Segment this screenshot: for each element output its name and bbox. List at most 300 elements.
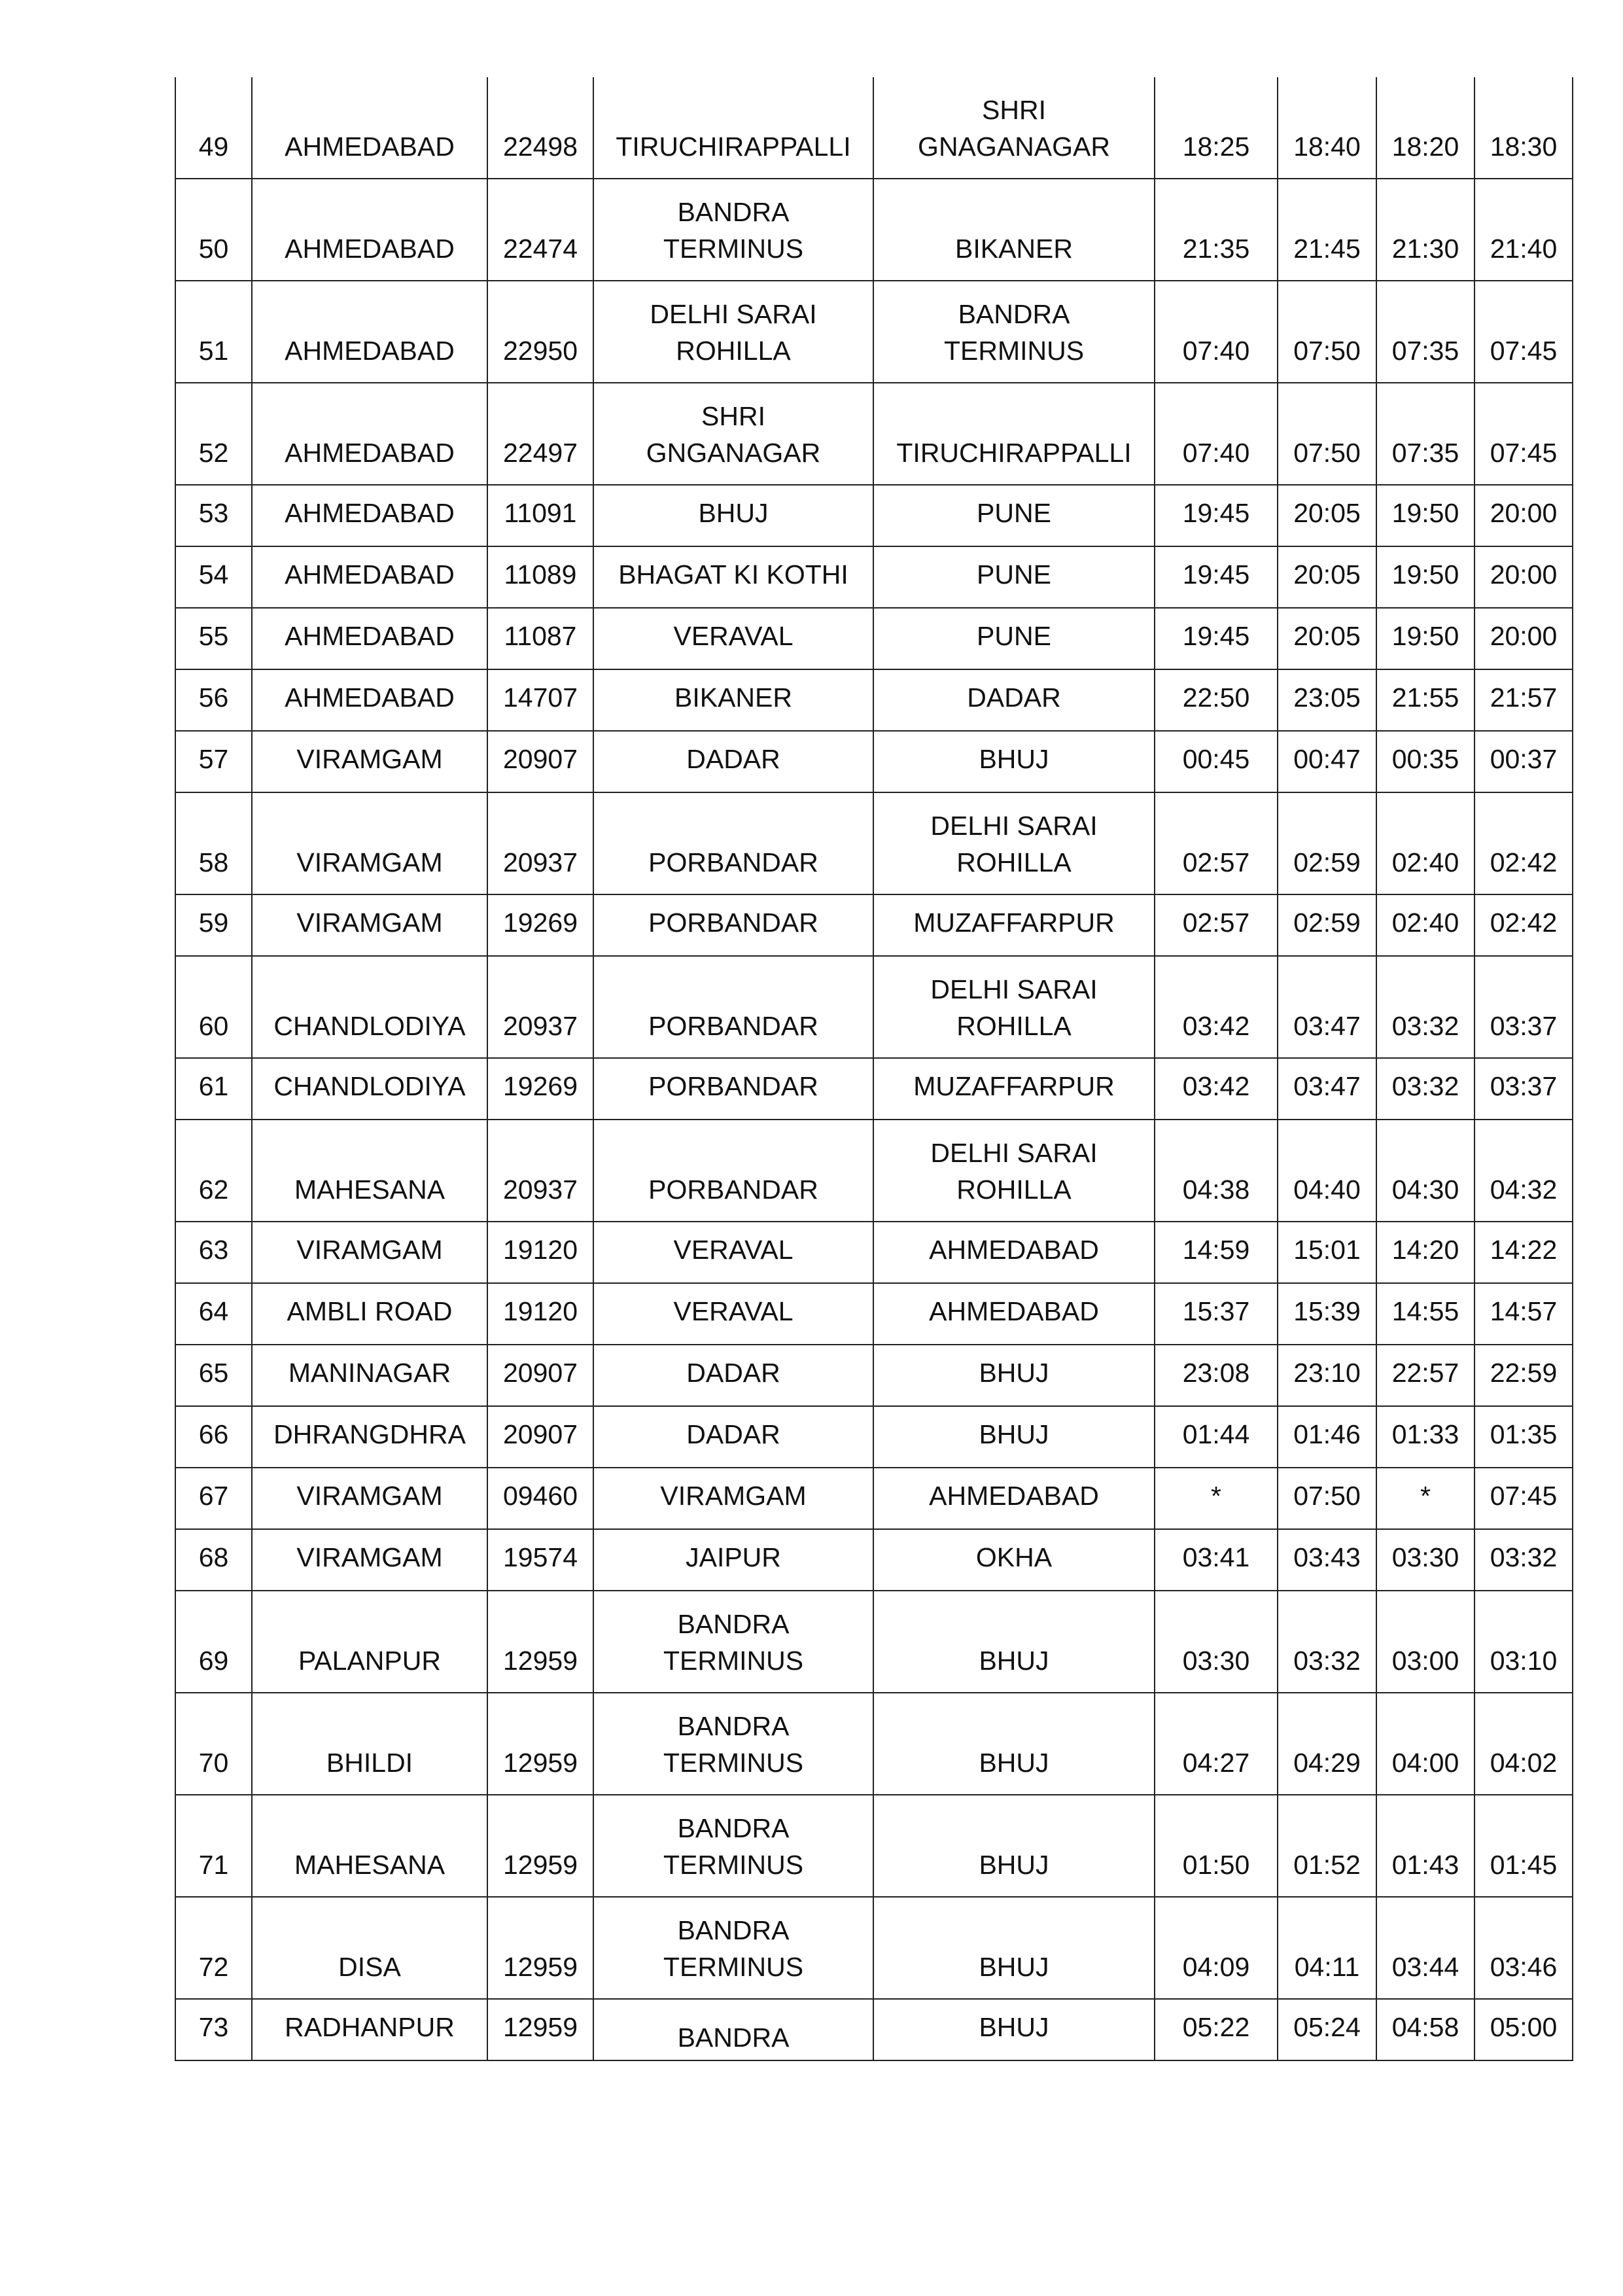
arrival-time-cell: 19:45 xyxy=(1155,608,1278,669)
origin-cell xyxy=(593,1999,873,2060)
cell-text-line: DADAR xyxy=(967,682,1061,713)
origin-cell xyxy=(593,1897,873,1999)
cell-text-line: VIRAMGAM xyxy=(660,1481,807,1511)
station-cell: AHMEDABAD xyxy=(252,383,487,485)
arrival-time-cell: 03:42 xyxy=(1155,1058,1278,1120)
departure-time-cell: 03:47 xyxy=(1278,1058,1376,1120)
arrival-time-cell: 22:50 xyxy=(1155,669,1278,731)
revised-departure-cell: 07:45 xyxy=(1475,1468,1573,1529)
serial-number-cell: 51 xyxy=(175,281,252,383)
station-cell: DISA xyxy=(252,1897,487,1999)
table-row xyxy=(175,731,1573,792)
arrival-time-cell: 03:42 xyxy=(1155,956,1278,1058)
serial-number-cell: 72 xyxy=(175,1897,252,1999)
train-number-cell: 20907 xyxy=(487,731,593,792)
revised-arrival-cell: 04:58 xyxy=(1376,1999,1475,2060)
cell-text-line: SHRI xyxy=(982,95,1046,125)
train-number-cell: 12959 xyxy=(487,1999,593,2060)
revised-arrival-cell: 03:44 xyxy=(1376,1897,1475,1999)
origin-cell xyxy=(593,1591,873,1693)
origin-cell xyxy=(593,669,873,731)
destination-cell xyxy=(873,731,1155,792)
arrival-time-cell: 19:45 xyxy=(1155,546,1278,608)
revised-departure-cell: 21:40 xyxy=(1475,179,1573,281)
origin-cell xyxy=(593,1120,873,1222)
arrival-time-cell: 05:22 xyxy=(1155,1999,1278,2060)
serial-number-cell: 53 xyxy=(175,485,252,546)
arrival-time-cell: 04:38 xyxy=(1155,1120,1278,1222)
serial-number-cell: 70 xyxy=(175,1693,252,1795)
table-row xyxy=(175,1058,1573,1120)
revised-arrival-cell: 21:55 xyxy=(1376,669,1475,731)
revised-departure-cell: 14:22 xyxy=(1475,1222,1573,1283)
revised-departure-cell: 04:02 xyxy=(1475,1693,1573,1795)
destination-cell xyxy=(873,669,1155,731)
cell-text-line: OKHA xyxy=(975,1542,1053,1572)
destination-cell xyxy=(873,1795,1155,1897)
origin-cell xyxy=(593,1222,873,1283)
serial-number-cell: 69 xyxy=(175,1591,252,1693)
cell-text-line: TERMINUS xyxy=(663,234,804,264)
arrival-time-cell: 02:57 xyxy=(1155,792,1278,894)
revised-departure-cell: 20:00 xyxy=(1475,485,1573,546)
revised-arrival-cell: 07:35 xyxy=(1376,281,1475,383)
cell-text-line: GNGANAGAR xyxy=(646,438,821,468)
origin-cell xyxy=(593,956,873,1058)
revised-departure-cell: 05:00 xyxy=(1475,1999,1573,2060)
train-number-cell: 19120 xyxy=(487,1283,593,1345)
revised-departure-cell: 07:45 xyxy=(1475,281,1573,383)
table-row xyxy=(175,1591,1573,1693)
table-row xyxy=(175,77,1573,179)
destination-cell xyxy=(873,894,1155,956)
revised-departure-cell: 22:59 xyxy=(1475,1345,1573,1406)
cell-text-line: PORBANDAR xyxy=(648,847,818,877)
cell-text-line: PUNE xyxy=(977,621,1051,651)
revised-arrival-cell: 03:30 xyxy=(1376,1529,1475,1591)
cell-text-line: DADAR xyxy=(686,1419,780,1449)
table-row xyxy=(175,1795,1573,1897)
serial-number-cell: 52 xyxy=(175,383,252,485)
serial-number-cell: 63 xyxy=(175,1222,252,1283)
train-number-cell: 19269 xyxy=(487,1058,593,1120)
station-cell: DHRANGDHRA xyxy=(252,1406,487,1468)
train-number-cell: 19574 xyxy=(487,1529,593,1591)
revised-departure-cell: 02:42 xyxy=(1475,894,1573,956)
station-cell: AHMEDABAD xyxy=(252,485,487,546)
origin-cell xyxy=(593,1283,873,1345)
serial-number-cell: 58 xyxy=(175,792,252,894)
cell-text-line: PORBANDAR xyxy=(648,1011,818,1041)
revised-departure-cell: 20:00 xyxy=(1475,546,1573,608)
origin-cell xyxy=(593,546,873,608)
cell-text-line: BHUJ xyxy=(698,498,769,528)
cell-text-line: MUZAFFARPUR xyxy=(913,908,1115,938)
arrival-time-cell: 23:08 xyxy=(1155,1345,1278,1406)
origin-cell xyxy=(593,179,873,281)
train-number-cell: 11091 xyxy=(487,485,593,546)
train-number-cell: 20907 xyxy=(487,1345,593,1406)
station-cell: AHMEDABAD xyxy=(252,669,487,731)
cell-text-line: MUZAFFARPUR xyxy=(913,1071,1115,1101)
revised-arrival-cell: 14:20 xyxy=(1376,1222,1475,1283)
serial-number-cell: 65 xyxy=(175,1345,252,1406)
arrival-time-cell: 01:50 xyxy=(1155,1795,1278,1897)
serial-number-cell: 57 xyxy=(175,731,252,792)
cell-text-line: VERAVAL xyxy=(673,1296,794,1326)
cell-text-line: PUNE xyxy=(977,559,1051,590)
revised-arrival-cell: 00:35 xyxy=(1376,731,1475,792)
train-number-cell: 12959 xyxy=(487,1591,593,1693)
departure-time-cell: 21:45 xyxy=(1278,179,1376,281)
cell-text-line: TIRUCHIRAPPALLI xyxy=(616,132,851,162)
cell-text-line: VERAVAL xyxy=(673,1235,794,1265)
revised-arrival-cell: 03:00 xyxy=(1376,1591,1475,1693)
table-row xyxy=(175,546,1573,608)
departure-time-cell: 20:05 xyxy=(1278,485,1376,546)
cell-text-line: TERMINUS xyxy=(943,336,1085,366)
station-cell: AHMEDABAD xyxy=(252,546,487,608)
origin-cell xyxy=(593,281,873,383)
table-row xyxy=(175,669,1573,731)
destination-cell xyxy=(873,1283,1155,1345)
departure-time-cell: 02:59 xyxy=(1278,792,1376,894)
cell-text-line: BHUJ xyxy=(979,1419,1049,1449)
serial-number-cell: 73 xyxy=(175,1999,252,2060)
cell-text-line: TIRUCHIRAPPALLI xyxy=(896,438,1132,468)
arrival-time-cell: 19:45 xyxy=(1155,485,1278,546)
cell-text-line: BIKANER xyxy=(674,682,792,713)
arrival-time-cell: 14:59 xyxy=(1155,1222,1278,1283)
origin-cell xyxy=(593,1345,873,1406)
station-cell: VIRAMGAM xyxy=(252,1529,487,1591)
table-row xyxy=(175,1345,1573,1406)
cell-text-line: PUNE xyxy=(977,498,1051,528)
station-cell: VIRAMGAM xyxy=(252,894,487,956)
revised-departure-cell: 02:42 xyxy=(1475,792,1573,894)
train-number-cell: 11089 xyxy=(487,546,593,608)
departure-time-cell: 02:59 xyxy=(1278,894,1376,956)
arrival-time-cell: 04:09 xyxy=(1155,1897,1278,1999)
departure-time-cell: 20:05 xyxy=(1278,546,1376,608)
departure-time-cell: 18:40 xyxy=(1278,77,1376,179)
cell-text-line: TERMINUS xyxy=(663,1952,804,1982)
cell-text-line: AHMEDABAD xyxy=(929,1481,1099,1511)
cell-text-line: BHUJ xyxy=(979,1952,1049,1982)
revised-arrival-cell: 19:50 xyxy=(1376,485,1475,546)
cell-text-line: DELHI SARAI xyxy=(650,299,817,329)
revised-arrival-cell: 02:40 xyxy=(1376,792,1475,894)
revised-departure-cell: 21:57 xyxy=(1475,669,1573,731)
revised-arrival-cell: 21:30 xyxy=(1376,179,1475,281)
station-cell: VIRAMGAM xyxy=(252,1468,487,1529)
cell-text-line: DADAR xyxy=(686,1358,780,1388)
arrival-time-cell: * xyxy=(1155,1468,1278,1529)
origin-cell xyxy=(593,1406,873,1468)
departure-time-cell: 04:29 xyxy=(1278,1693,1376,1795)
revised-departure-cell: 03:37 xyxy=(1475,956,1573,1058)
revised-arrival-cell: 04:00 xyxy=(1376,1693,1475,1795)
revised-arrival-cell: * xyxy=(1376,1468,1475,1529)
arrival-time-cell: 18:25 xyxy=(1155,77,1278,179)
destination-cell xyxy=(873,1591,1155,1693)
revised-arrival-cell: 22:57 xyxy=(1376,1345,1475,1406)
origin-cell xyxy=(593,383,873,485)
table-row xyxy=(175,1693,1573,1795)
serial-number-cell: 56 xyxy=(175,669,252,731)
serial-number-cell: 60 xyxy=(175,956,252,1058)
serial-number-cell: 61 xyxy=(175,1058,252,1120)
origin-cell xyxy=(593,608,873,669)
cell-text-line: PORBANDAR xyxy=(648,1071,818,1101)
cell-text-line: BHUJ xyxy=(979,1748,1049,1778)
table-row xyxy=(175,1222,1573,1283)
table-row xyxy=(175,608,1573,669)
table-row xyxy=(175,894,1573,956)
revised-arrival-cell: 14:55 xyxy=(1376,1283,1475,1345)
train-number-cell: 12959 xyxy=(487,1693,593,1795)
cell-text-line: PORBANDAR xyxy=(648,1174,818,1205)
serial-number-cell: 66 xyxy=(175,1406,252,1468)
cell-text-line: DELHI SARAI xyxy=(930,1138,1098,1168)
cell-text-line: BIKANER xyxy=(955,234,1073,264)
revised-departure-cell: 20:00 xyxy=(1475,608,1573,669)
revised-arrival-cell: 02:40 xyxy=(1376,894,1475,956)
arrival-time-cell: 04:27 xyxy=(1155,1693,1278,1795)
table-row xyxy=(175,1406,1573,1468)
cell-text-line: BANDRA xyxy=(677,1609,790,1639)
origin-cell xyxy=(593,1795,873,1897)
cell-text-line: GNAGANAGAR xyxy=(918,132,1110,162)
station-cell: CHANDLODIYA xyxy=(252,956,487,1058)
train-timetable xyxy=(175,77,1573,2061)
cell-text-line: BANDRA xyxy=(677,1915,790,1945)
arrival-time-cell: 00:45 xyxy=(1155,731,1278,792)
train-number-cell: 22950 xyxy=(487,281,593,383)
cell-text-line: AHMEDABAD xyxy=(929,1235,1099,1265)
cell-text-line: SHRI xyxy=(701,401,765,431)
departure-time-cell: 03:32 xyxy=(1278,1591,1376,1693)
cell-text-line: DELHI SARAI xyxy=(930,974,1098,1004)
table-row xyxy=(175,1283,1573,1345)
serial-number-cell: 54 xyxy=(175,546,252,608)
cell-text-line: BHUJ xyxy=(979,1646,1049,1676)
revised-arrival-cell: 01:43 xyxy=(1376,1795,1475,1897)
departure-time-cell: 00:47 xyxy=(1278,731,1376,792)
departure-time-cell: 23:05 xyxy=(1278,669,1376,731)
departure-time-cell: 07:50 xyxy=(1278,1468,1376,1529)
revised-departure-cell: 01:45 xyxy=(1475,1795,1573,1897)
table-row xyxy=(175,1468,1573,1529)
arrival-time-cell: 07:40 xyxy=(1155,383,1278,485)
destination-cell xyxy=(873,1897,1155,1999)
destination-cell xyxy=(873,281,1155,383)
arrival-time-cell: 01:44 xyxy=(1155,1406,1278,1468)
origin-cell xyxy=(593,485,873,546)
revised-arrival-cell: 03:32 xyxy=(1376,956,1475,1058)
table-row xyxy=(175,383,1573,485)
departure-time-cell: 04:11 xyxy=(1278,1897,1376,1999)
origin-cell xyxy=(593,731,873,792)
revised-departure-cell: 14:57 xyxy=(1475,1283,1573,1345)
station-cell: VIRAMGAM xyxy=(252,792,487,894)
destination-cell xyxy=(873,1222,1155,1283)
cell-text-line: BANDRA xyxy=(677,2022,790,2053)
train-number-cell: 12959 xyxy=(487,1795,593,1897)
train-number-cell: 09460 xyxy=(487,1468,593,1529)
destination-cell xyxy=(873,1693,1155,1795)
station-cell: AHMEDABAD xyxy=(252,281,487,383)
departure-time-cell: 07:50 xyxy=(1278,281,1376,383)
revised-departure-cell: 03:37 xyxy=(1475,1058,1573,1120)
origin-cell xyxy=(593,1693,873,1795)
station-cell: MANINAGAR xyxy=(252,1345,487,1406)
departure-time-cell: 20:05 xyxy=(1278,608,1376,669)
cell-text-line: BHUJ xyxy=(979,1358,1049,1388)
station-cell: RADHANPUR xyxy=(252,1999,487,2060)
cell-text-line: JAIPUR xyxy=(686,1542,781,1572)
cell-text-line: ROHILLA xyxy=(956,1011,1072,1041)
train-number-cell: 22498 xyxy=(487,77,593,179)
train-number-cell: 11087 xyxy=(487,608,593,669)
table-row xyxy=(175,1529,1573,1591)
station-cell: VIRAMGAM xyxy=(252,731,487,792)
cell-text-line: TERMINUS xyxy=(663,1850,804,1880)
cell-text-line: TERMINUS xyxy=(663,1748,804,1778)
train-number-cell: 20937 xyxy=(487,792,593,894)
train-number-cell: 20937 xyxy=(487,956,593,1058)
train-number-cell: 20937 xyxy=(487,1120,593,1222)
origin-cell xyxy=(593,1058,873,1120)
origin-cell xyxy=(593,1468,873,1529)
train-number-cell: 14707 xyxy=(487,669,593,731)
cell-text-line: ROHILLA xyxy=(956,1174,1072,1205)
station-cell: AHMEDABAD xyxy=(252,608,487,669)
serial-number-cell: 59 xyxy=(175,894,252,956)
serial-number-cell: 68 xyxy=(175,1529,252,1591)
cell-text-line: BHUJ xyxy=(979,1850,1049,1880)
revised-arrival-cell: 04:30 xyxy=(1376,1120,1475,1222)
departure-time-cell: 15:39 xyxy=(1278,1283,1376,1345)
serial-number-cell: 71 xyxy=(175,1795,252,1897)
departure-time-cell: 04:40 xyxy=(1278,1120,1376,1222)
departure-time-cell: 03:47 xyxy=(1278,956,1376,1058)
table-row xyxy=(175,179,1573,281)
arrival-time-cell: 21:35 xyxy=(1155,179,1278,281)
revised-arrival-cell: 03:32 xyxy=(1376,1058,1475,1120)
train-number-cell: 22497 xyxy=(487,383,593,485)
serial-number-cell: 62 xyxy=(175,1120,252,1222)
serial-number-cell: 64 xyxy=(175,1283,252,1345)
table-row xyxy=(175,485,1573,546)
revised-arrival-cell: 19:50 xyxy=(1376,546,1475,608)
departure-time-cell: 01:52 xyxy=(1278,1795,1376,1897)
station-cell: PALANPUR xyxy=(252,1591,487,1693)
table-row xyxy=(175,956,1573,1058)
destination-cell xyxy=(873,1406,1155,1468)
revised-departure-cell: 01:35 xyxy=(1475,1406,1573,1468)
revised-arrival-cell: 07:35 xyxy=(1376,383,1475,485)
destination-cell xyxy=(873,77,1155,179)
serial-number-cell: 50 xyxy=(175,179,252,281)
table-row xyxy=(175,281,1573,383)
destination-cell xyxy=(873,1529,1155,1591)
destination-cell xyxy=(873,546,1155,608)
station-cell: AHMEDABAD xyxy=(252,179,487,281)
revised-departure-cell: 03:32 xyxy=(1475,1529,1573,1591)
train-number-cell: 19120 xyxy=(487,1222,593,1283)
cell-text-line: TERMINUS xyxy=(663,1646,804,1676)
destination-cell xyxy=(873,179,1155,281)
serial-number-cell: 49 xyxy=(175,77,252,179)
train-number-cell: 20907 xyxy=(487,1406,593,1468)
station-cell: CHANDLODIYA xyxy=(252,1058,487,1120)
table-row xyxy=(175,1897,1573,1999)
revised-arrival-cell: 18:20 xyxy=(1376,77,1475,179)
train-number-cell: 19269 xyxy=(487,894,593,956)
destination-cell xyxy=(873,1468,1155,1529)
cell-text-line: BANDRA xyxy=(677,1711,790,1741)
destination-cell xyxy=(873,956,1155,1058)
station-cell: BHILDI xyxy=(252,1693,487,1795)
serial-number-cell: 67 xyxy=(175,1468,252,1529)
table-row xyxy=(175,792,1573,894)
table-row xyxy=(175,1120,1573,1222)
revised-departure-cell: 04:32 xyxy=(1475,1120,1573,1222)
cell-text-line: ROHILLA xyxy=(956,847,1072,877)
arrival-time-cell: 02:57 xyxy=(1155,894,1278,956)
cell-text-line: BHUJ xyxy=(979,744,1049,774)
station-cell: AMBLI ROAD xyxy=(252,1283,487,1345)
departure-time-cell: 01:46 xyxy=(1278,1406,1376,1468)
train-number-cell: 12959 xyxy=(487,1897,593,1999)
destination-cell xyxy=(873,1120,1155,1222)
revised-departure-cell: 03:46 xyxy=(1475,1897,1573,1999)
arrival-time-cell: 03:30 xyxy=(1155,1591,1278,1693)
station-cell: AHMEDABAD xyxy=(252,77,487,179)
destination-cell xyxy=(873,383,1155,485)
revised-arrival-cell: 01:33 xyxy=(1376,1406,1475,1468)
origin-cell xyxy=(593,1529,873,1591)
cell-text-line: ROHILLA xyxy=(676,336,791,366)
destination-cell xyxy=(873,792,1155,894)
departure-time-cell: 15:01 xyxy=(1278,1222,1376,1283)
departure-time-cell: 03:43 xyxy=(1278,1529,1376,1591)
station-cell: MAHESANA xyxy=(252,1795,487,1897)
station-cell: MAHESANA xyxy=(252,1120,487,1222)
arrival-time-cell: 03:41 xyxy=(1155,1529,1278,1591)
origin-cell xyxy=(593,792,873,894)
cell-text-line: BHUJ xyxy=(979,2012,1049,2042)
cell-text-line: BANDRA xyxy=(958,299,1070,329)
cell-text-line: DADAR xyxy=(686,744,780,774)
revised-departure-cell: 18:30 xyxy=(1475,77,1573,179)
train-number-cell: 22474 xyxy=(487,179,593,281)
departure-time-cell: 07:50 xyxy=(1278,383,1376,485)
cell-text-line: BANDRA xyxy=(677,1813,790,1843)
timetable-body xyxy=(175,77,1573,2060)
destination-cell xyxy=(873,1058,1155,1120)
revised-departure-cell: 03:10 xyxy=(1475,1591,1573,1693)
cell-text-line: PORBANDAR xyxy=(648,908,818,938)
destination-cell xyxy=(873,485,1155,546)
destination-cell xyxy=(873,1345,1155,1406)
arrival-time-cell: 07:40 xyxy=(1155,281,1278,383)
cell-text-line: AHMEDABAD xyxy=(929,1296,1099,1326)
origin-cell xyxy=(593,894,873,956)
cell-text-line: DELHI SARAI xyxy=(930,811,1098,841)
cell-text-line: BANDRA xyxy=(677,197,790,227)
